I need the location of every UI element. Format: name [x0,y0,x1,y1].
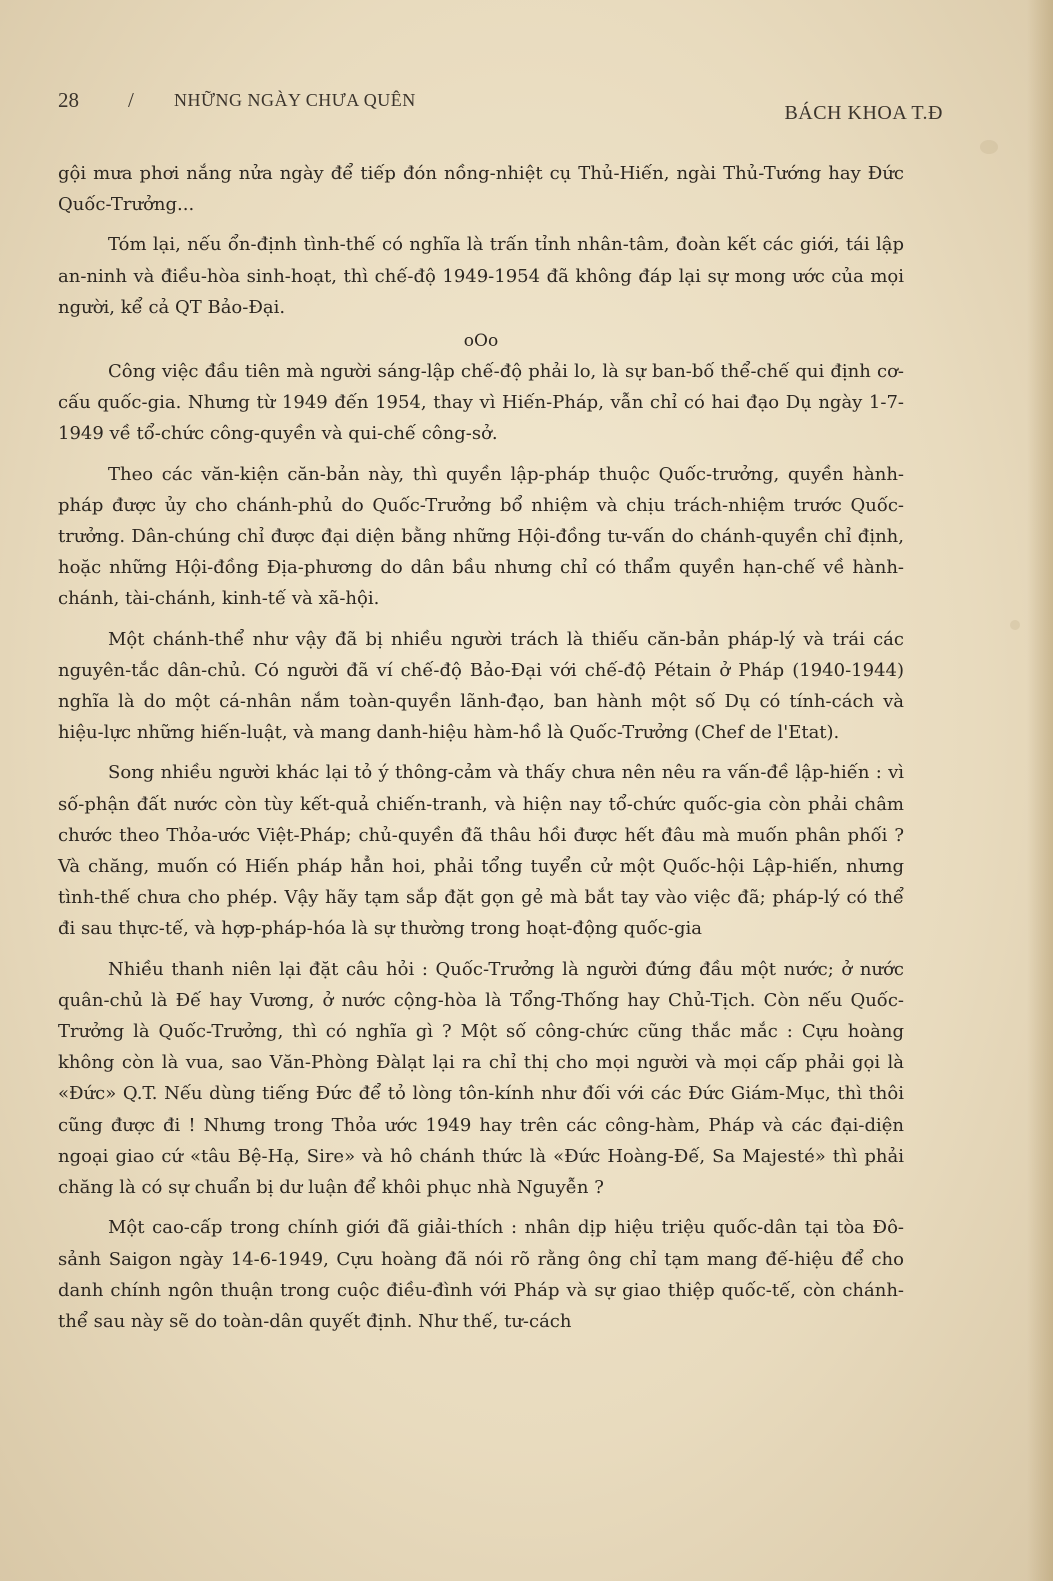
running-title: NHỮNG NGÀY CHƯA QUÊN [174,90,416,110]
header-separator: / [128,88,134,112]
paragraph: Công việc đầu tiên mà người sáng-lập chế-độ phải lo, là sự ban-bố thể-chế qui định cơ-cấu quốc-gia. Nhưng từ 1949 đến 1954, thay vì Hiến-Pháp, vẫn chỉ có hai đạo Dụ ngày 1-7-1949 về tổ-chức công-quyền và qui-chế công-sở. [58,361,904,445]
paragraph: Nhiều thanh niên lại đặt câu hỏi : Quốc-Trưởng là người đứng đầu một nước; ở nước quân-chủ là Đế hay Vương, ở nước cộng-hòa là Tổng-Thống hay Chủ-Tịch. Còn nếu Quốc-Trưởng là Quốc-Trưởng, thì có nghĩa gì ? Một số công-chức cũng thắc mắc : Cựu hoàng không còn là vua, sao Văn-Phòng Đàlạt lại ra chỉ thị cho mọi người và mọi cấp phải gọi là «Đức» Q.T. Nếu dùng tiếng Đức để tỏ lòng tôn-kính như đối với các Đức Giám-Mục, thì thôi cũng được đi ! Nhưng trong Thỏa ước 1949 hay trên các công-hàm, Pháp và các đại-diện ngoại giao cứ «tâu Bệ-Hạ, Sire» và hô chánh thức là «Đức Hoàng-Đế, Sa Majesté» thì phải chăng là có sự chuẩn bị dư luận để khôi phục nhà Nguyễn ? [58,958,904,1199]
paragraph: Một chánh-thể như vậy đã bị nhiều người trách là thiếu căn-bản pháp-lý và trái các nguyên-tắc dân-chủ. Có người đã ví chế-độ Bảo-Đại với chế-độ Pétain ở Pháp (1940-1944) nghĩa là do một cá-nhân nắm toàn-quyền lãnh-đạo, ban hành một số Dụ có tính-cách và hiệu-lực những hiến-luật, và mang danh-hiệu hàm-hồ là Quốc-Trưởng (Chef de l'Etat). [58,628,904,744]
page-edge-shadow [1027,0,1053,1581]
running-header [58,88,943,128]
paragraph: gội mưa phơi nắng nửa ngày để tiếp đón nồng-nhiệt cụ Thủ-Hiến, ngài Thủ-Tướng hay Đức Quốc-Trưởng... [58,163,904,216]
paragraph: Theo các văn-kiện căn-bản này, thì quyền lập-pháp thuộc Quốc-trưởng, quyền hành-pháp được ủy cho chánh-phủ do Quốc-Trưởng bổ nhiệm và chịu trách-nhiệm trước Quốc-trưởng. Dân-chúng chỉ được đại diện bằng những Hội-đồng tư-vấn do chánh-quyền chỉ định, hoặc những Hội-đồng Địa-phương do dân bầu nhưng chỉ có thẩm quyền hạn-chế về hành-chánh, tài-chánh, kinh-tế và xã-hội. [58,463,904,610]
section-separator: oOo [463,331,499,352]
paragraph: Tóm lại, nếu ổn-định tình-thế có nghĩa là trấn tỉnh nhân-tâm, đoàn kết các giới, tái lập an-ninh và điều-hòa sinh-hoạt, thì chế-độ 1949-1954 đã không đáp lại sự mong ước của mọi người, kể cả QT Bảo-Đại. [58,234,904,318]
paragraph: Song nhiều người khác lại tỏ ý thông-cảm và thấy chưa nên nêu ra vấn-đề lập-hiến : vì số-phận đất nước còn tùy kết-quả chiến-tranh, và hiện nay tổ-chức quốc-gia còn phải châm chước theo Thỏa-ước Việt-Pháp; chủ-quyền đã thâu hồi được hết đâu mà muốn phân phối ? Và chăng, muốn có Hiến pháp hẳn hoi, phải tổng tuyển cử một Quốc-hội Lập-hiến, nhưng tình-thế chưa cho phép. Vậy hãy tạm sắp đặt gọn gẻ mà bắt tay vào việc đã; pháp-lý có thể đi sau thực-tế, và hợp-pháp-hóa là sự thường trong hoạt-động quốc-gia [58,762,904,940]
article-body [58,158,904,1346]
paragraph: Một cao-cấp trong chính giới đã giải-thích : nhân dịp hiệu triệu quốc-dân tại tòa Đô-sảnh Saigon ngày 14-6-1949, Cựu hoàng đã nói rõ rằng ông chỉ tạm mang đế-hiệu để cho danh chính ngôn thuận trong cuộc điều-đình với Pháp và sự giao thiệp quốc-tế, còn chánh-thể sau này sẽ do toàn-dân quyết định. Như thế, tư-cách [58,1217,904,1332]
paper-stain [980,140,998,154]
paper-stain [1010,620,1020,630]
page-number: 28 [58,88,79,112]
running-author: BÁCH KHOA T.Đ [784,102,943,124]
